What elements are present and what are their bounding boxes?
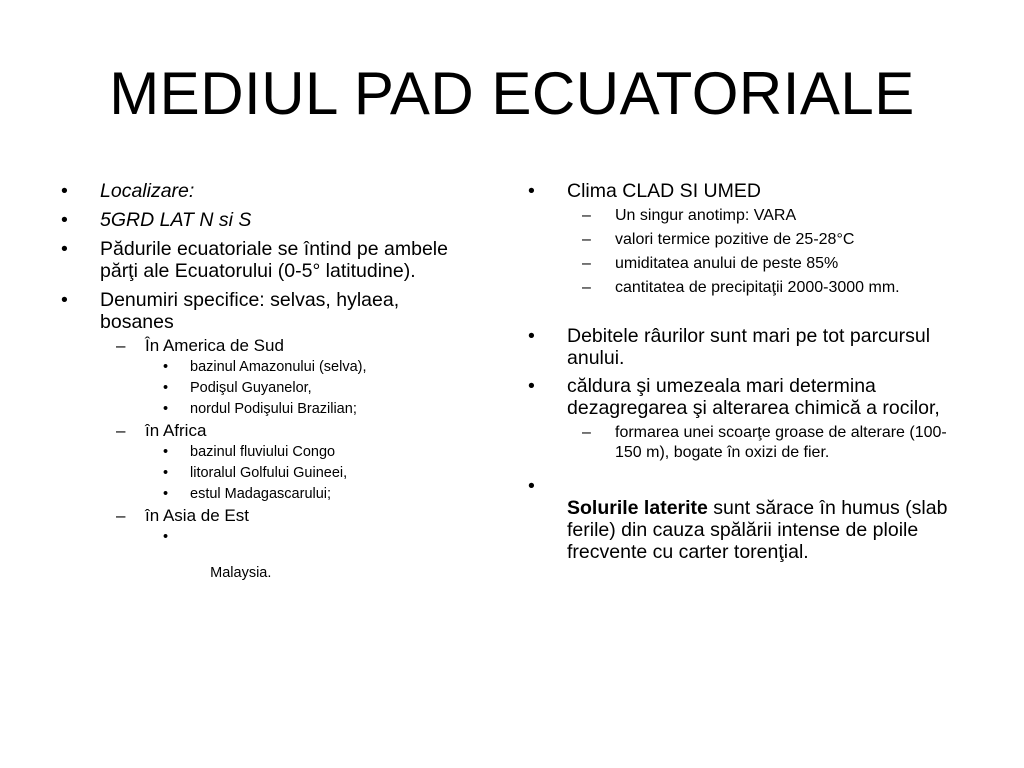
- caldura-text: căldura şi umezeala mari determina dezagregarea şi alterarea chimică a rocilor,: [567, 375, 940, 419]
- bullet-icon: •: [61, 289, 68, 311]
- region-text: nordul Podişului Brazilian;: [190, 401, 357, 417]
- soluri-bold-text: Solurile laterite: [567, 497, 708, 519]
- sub-sub-item: [55, 528, 455, 600]
- sub-item: [522, 230, 972, 250]
- list-item: [522, 375, 972, 419]
- sub-item: [55, 421, 455, 441]
- list-item: [522, 180, 972, 202]
- bullet-icon: •: [163, 444, 169, 460]
- paduri-text: Pădurile ecuatoriale se întind pe ambele părţi ale Ecuatorului (0-5° latitudine).: [100, 238, 448, 282]
- sub-item: [55, 506, 455, 526]
- region-text: Malaysia.: [206, 565, 272, 581]
- list-item: [55, 209, 455, 231]
- dash-icon: –: [116, 506, 126, 525]
- localizare-text: Localizare:: [100, 180, 195, 202]
- asia-label: în Asia de Est: [145, 506, 249, 525]
- list-item: [55, 289, 455, 333]
- sub-sub-item: [55, 379, 455, 397]
- bullet-icon: •: [528, 325, 535, 347]
- sub-sub-item: [55, 443, 455, 461]
- bullet-icon: •: [528, 475, 535, 497]
- latitude-text: 5GRD LAT N si S: [100, 209, 252, 231]
- region-text: bazinul fluviului Congo: [190, 444, 336, 460]
- soluri-text: sunt sărace în humus (slab ferile) din cauza spălării intense de ploile frecvente cu carter torenţial.: [567, 497, 948, 563]
- clima-detail: cantitatea de precipitaţii 2000-3000 mm.: [615, 279, 900, 296]
- bullet-icon: •: [61, 180, 68, 202]
- bullet-icon: •: [61, 238, 68, 260]
- bullet-icon: •: [163, 380, 169, 396]
- sub-item: [522, 423, 972, 463]
- list-item: [55, 180, 455, 202]
- sub-sub-item: [55, 485, 455, 503]
- region-text: Podişul Guyanelor,: [190, 380, 312, 396]
- dash-icon: –: [116, 421, 126, 440]
- america-label: În America de Sud: [145, 336, 284, 355]
- region-text: litoralul Golfului Guineei,: [190, 465, 348, 481]
- slide-title: MEDIUL PAD ECUATORIALE: [109, 60, 915, 127]
- sub-sub-item: [55, 464, 455, 482]
- region-text: estul Madagascarului;: [190, 486, 332, 502]
- bullet-icon: •: [163, 465, 169, 481]
- region-text: bazinul Amazonului (selva),: [190, 359, 367, 375]
- clima-text: Clima CLAD SI UMED: [567, 180, 761, 202]
- sub-sub-item: [55, 358, 455, 376]
- sub-item: [55, 336, 455, 356]
- dash-icon: –: [582, 255, 591, 272]
- list-item: [55, 238, 455, 282]
- bullet-icon: •: [528, 375, 535, 397]
- sub-item: [522, 278, 972, 298]
- bullet-icon: •: [163, 401, 169, 417]
- dash-icon: –: [582, 424, 591, 441]
- dash-icon: –: [582, 231, 591, 248]
- bullet-icon: •: [528, 180, 535, 202]
- sub-sub-item: [55, 400, 455, 418]
- clima-detail: umiditatea anului de peste 85%: [615, 255, 839, 272]
- bullet-icon: •: [163, 486, 169, 502]
- clima-detail: Un singur anotimp: VARA: [615, 207, 797, 224]
- bullet-icon: •: [163, 359, 169, 375]
- list-item: [522, 475, 972, 563]
- bullet-icon: •: [163, 529, 169, 545]
- left-column: [55, 180, 455, 600]
- dash-icon: –: [582, 207, 591, 224]
- right-column: [522, 180, 972, 563]
- list-item: [522, 325, 972, 369]
- bullet-icon: •: [61, 209, 68, 231]
- sub-item: [522, 206, 972, 226]
- dash-icon: –: [116, 336, 126, 355]
- africa-label: în Africa: [145, 421, 207, 440]
- scoarte-text: formarea unei scoarţe groase de alterare (100-150 m), bogate în oxizi de fier.: [615, 424, 947, 461]
- clima-detail: valori termice pozitive de 25-28°C: [615, 231, 855, 248]
- dash-icon: –: [582, 279, 591, 296]
- sub-item: [522, 254, 972, 274]
- debite-text: Debitele râurilor sunt mari pe tot parcursul anului.: [567, 325, 931, 369]
- denumiri-text: Denumiri specifice: selvas, hylaea, bosanes: [100, 289, 400, 333]
